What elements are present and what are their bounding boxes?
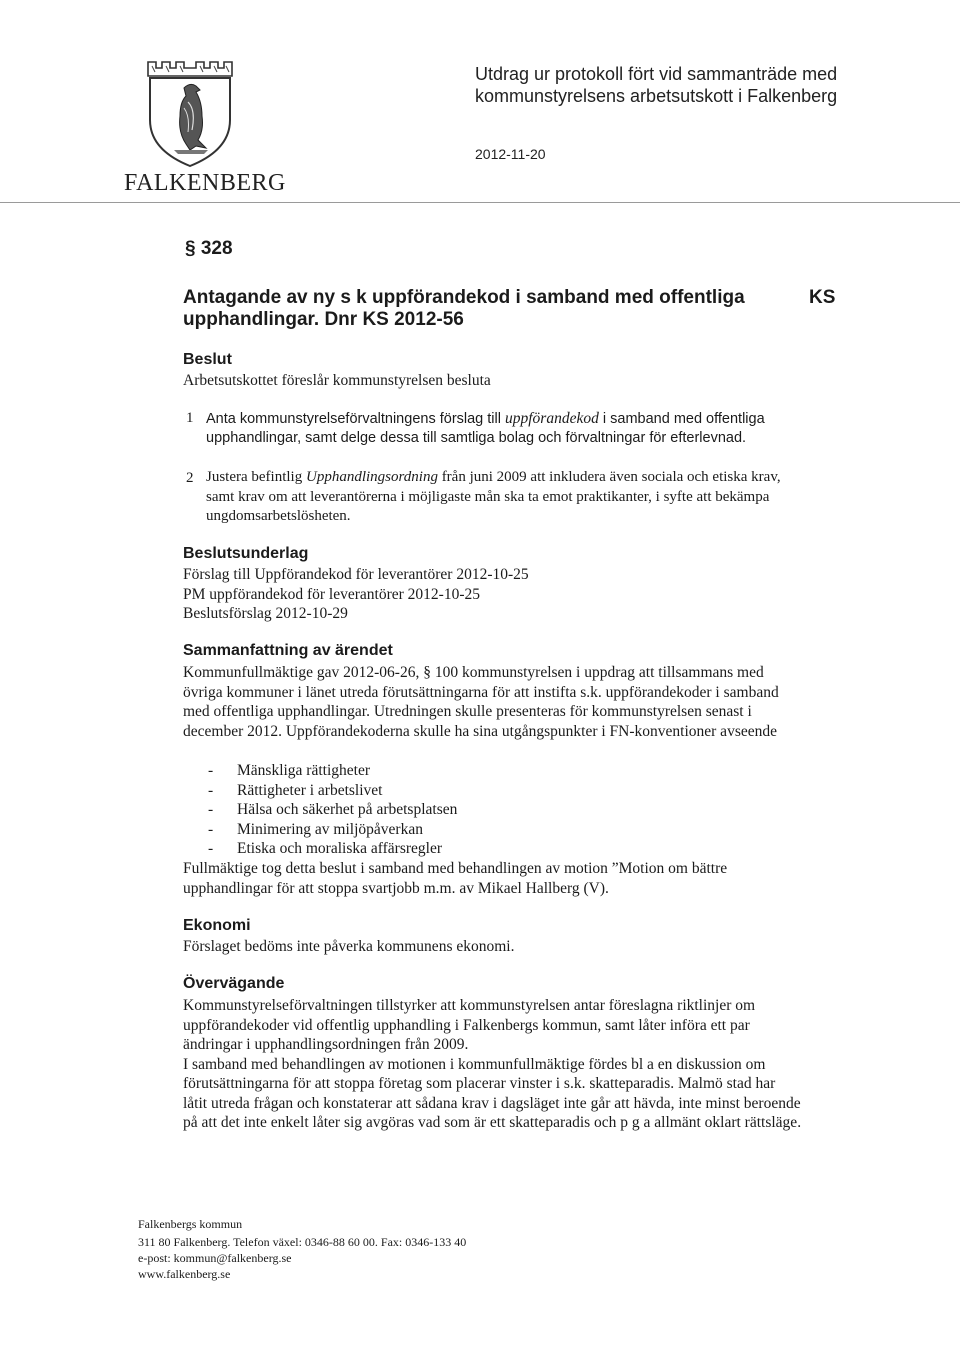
beslut-heading: Beslut (183, 351, 232, 368)
header-divider (0, 202, 960, 203)
bullet-marker: - (208, 782, 214, 799)
item-2-line-2: samt krav om att leverantörerna i möjligaste mån ska ta emot praktikanter, i syfte att bekämpa (206, 489, 770, 505)
overvagande-heading: Övervägande (183, 975, 285, 992)
meeting-date: 2012-11-20 (475, 146, 546, 162)
bullet-item: Mänskliga rättigheter (237, 762, 370, 779)
footer-website: www.falkenberg.se (138, 1267, 231, 1281)
bullet-marker: - (208, 801, 214, 818)
overvagande-line: I samband med behandlingen av motionen i kommunfullmäktige fördes bl a en diskussion om (183, 1056, 766, 1073)
overvagande-line: förutsättningarna för att stoppa företag som placerar vinster i s.k. skatteparadis. Malmö stad har (183, 1075, 776, 1092)
sammanfattning-heading: Sammanfattning av ärendet (183, 642, 393, 659)
municipality-name: FALKENBERG (124, 170, 286, 196)
sammanfattning-line: övriga kommuner i länet utreda förutsättningarna för att instifta s.k. uppförandekoder i samband (183, 684, 779, 701)
sammanfattning-line: Kommunfullmäktige gav 2012-06-26, § 100 kommunstyrelsen i uppdrag att tillsammans med (183, 664, 764, 681)
section-tag: KS (809, 287, 836, 308)
bullet-item: Etiska och moraliska affärsregler (237, 840, 443, 857)
bullet-marker: - (208, 840, 214, 857)
section-title-line-2: upphandlingar. Dnr KS 2012-56 (183, 309, 464, 330)
underlag-line: Förslag till Uppförandekod för leverantörer 2012-10-25 (183, 566, 529, 583)
protocol-title-line-1: Utdrag ur protokoll fört vid sammanträde med (475, 64, 838, 84)
bullet-item: Minimering av miljöpåverkan (237, 821, 423, 838)
footer-email: e-post: kommun@falkenberg.se (138, 1251, 292, 1265)
sammanfattning-line: med offentliga upphandlingar. Utredningen skulle presenteras för kommunstyrelsen senast i (183, 703, 752, 720)
underlag-line: Beslutsförslag 2012-10-29 (183, 605, 348, 622)
bullet-marker: - (208, 821, 214, 838)
protocol-title-line-2: kommunstyrelsens arbetsutskott i Falkenberg (475, 86, 838, 106)
beslut-intro: Arbetsutskottet föreslår kommunstyrelsen besluta (183, 372, 491, 389)
underlag-heading: Beslutsunderlag (183, 545, 309, 562)
item-1-line-2: upphandlingar, samt delge dessa till samtliga bolag och förvaltningar för efterlevnad. (206, 430, 747, 446)
footer-address: 311 80 Falkenberg. Telefon växel: 0346-88 60 00. Fax: 0346-133 40 (138, 1235, 467, 1249)
overvagande-line: låtit utreda frågan och konstaterar att sådana krav i dagsläget inte går att hävda, inte minst beroende (183, 1095, 801, 1112)
item-1-line-1: Anta kommunstyrelseförvaltningens förslag till uppförandekod i samband med offentliga (206, 410, 765, 427)
sammanfattning-after-line: upphandlingar för att stoppa svartjobb m.m. av Mikael Hallberg (V). (183, 880, 609, 897)
bullet-marker: - (208, 762, 214, 779)
item-1-number: 1 (186, 410, 194, 426)
underlag-line: PM uppförandekod för leverantörer 2012-10-25 (183, 586, 480, 603)
overvagande-line: Kommunstyrelseförvaltningen tillstyrker att kommunstyrelsen antar föreslagna riktlinjer om (183, 997, 756, 1014)
sammanfattning-after-line: Fullmäktige tog detta beslut i samband med behandlingen av motion ”Motion om bättre (183, 860, 728, 877)
item-2-number: 2 (186, 470, 194, 486)
ekonomi-text: Förslaget bedöms inte påverka kommunens ekonomi. (183, 938, 515, 955)
ekonomi-heading: Ekonomi (183, 917, 251, 934)
overvagande-line: ändringar i upphandlingsordningen från 2009. (183, 1036, 469, 1053)
section-title-line-1: Antagande av ny s k uppförandekod i samband med offentliga (183, 287, 745, 308)
item-2-line-1: Justera befintlig Upphandlingsordning från juni 2009 att inkludera även sociala och etiska krav, (206, 469, 781, 485)
municipal-crest-logo (144, 58, 236, 170)
bullet-item: Rättigheter i arbetslivet (237, 782, 383, 799)
footer-org: Falkenbergs kommun (138, 1217, 243, 1231)
bullet-item: Hälsa och säkerhet på arbetsplatsen (237, 801, 458, 818)
sammanfattning-line: december 2012. Uppförandekoderna skulle ha sina utgångspunkter i FN-konventioner avseende (183, 723, 777, 740)
overvagande-line: på att det inte enkelt låter sig avgöras vad som är ett skatteparadis och p g a allmänt oklart rättsläge. (183, 1114, 802, 1131)
section-number: § 328 (185, 238, 233, 259)
item-2-line-3: ungdomsarbetslösheten. (206, 508, 351, 524)
overvagande-line: uppförandekoder vid offentlig upphandling i Falkenbergs kommun, samt låter införa ett par (183, 1017, 750, 1034)
